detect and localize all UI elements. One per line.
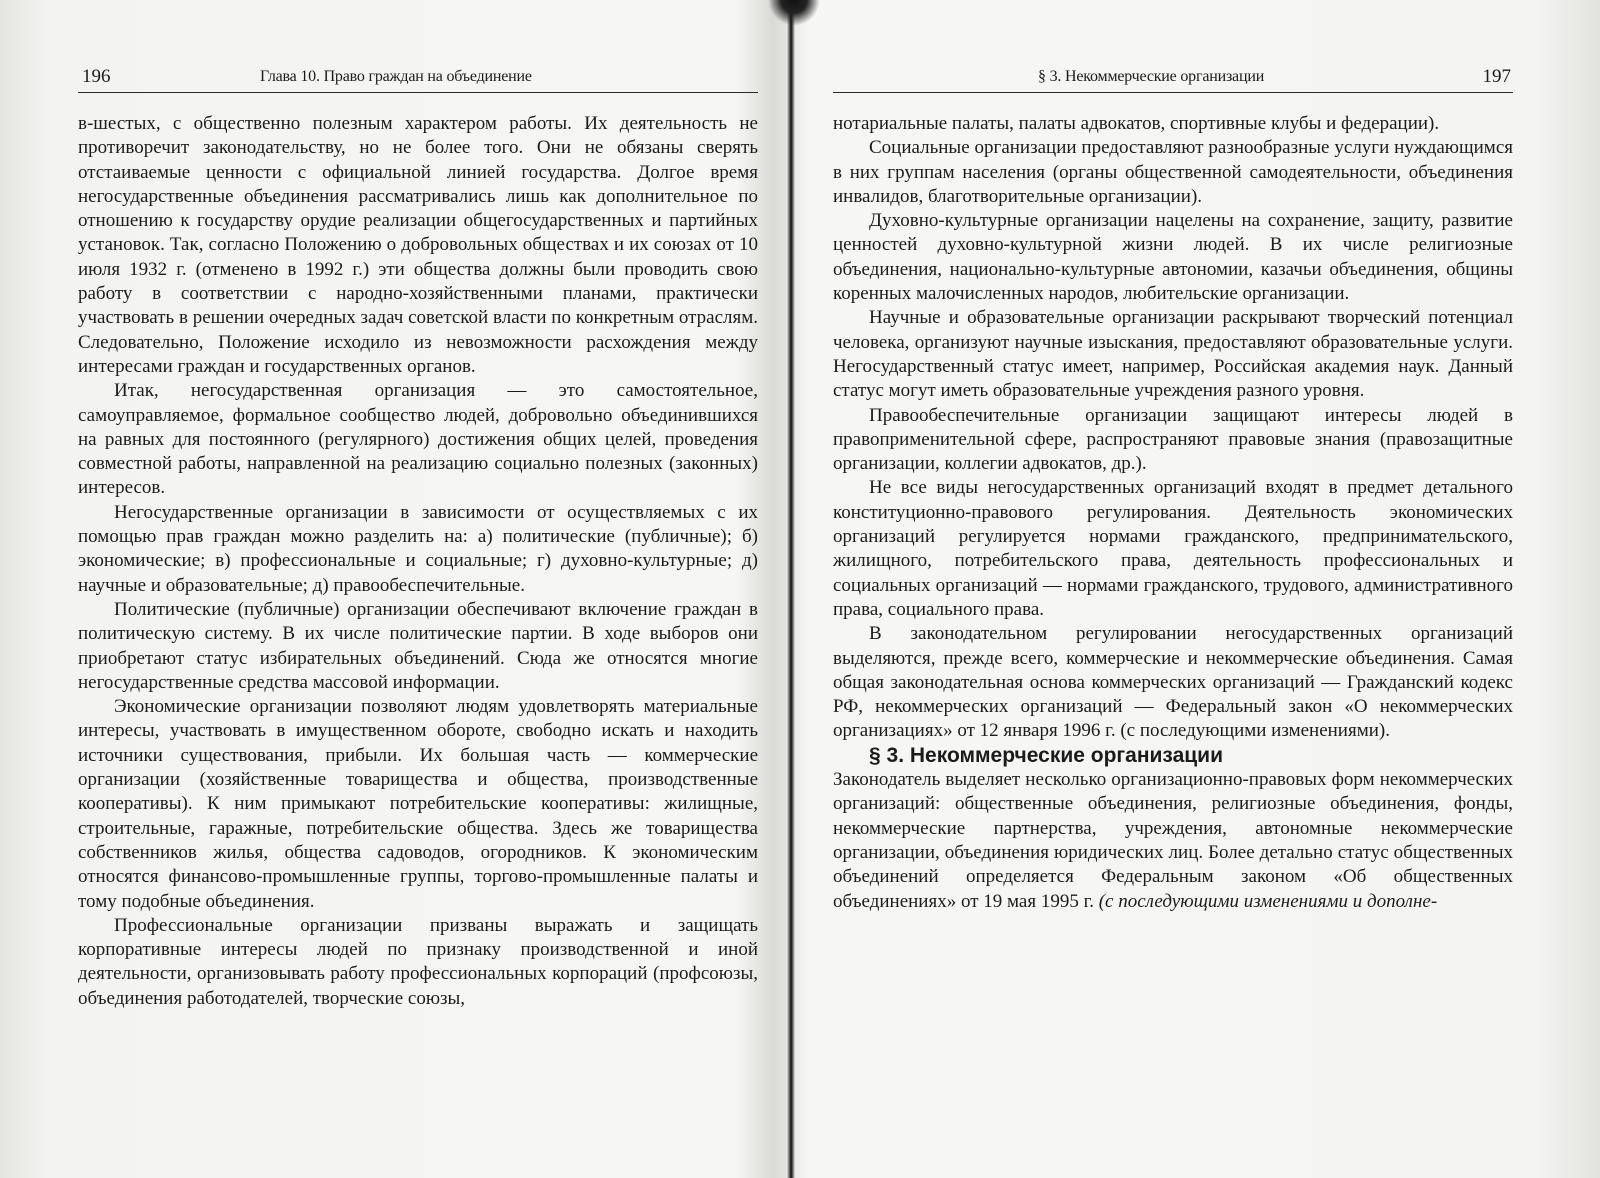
paragraph: Политические (публичные) организации обеспечивают включение граждан в политическую систему. В их числе политические партии. В ходе выборов они приобретают статус избирательных объединений. Сюда же относятся многие негосударственные средства массовой информации.: [78, 598, 758, 693]
left-page: [78, 0, 758, 1178]
section-heading: § 3. Некоммерческие организации: [869, 743, 1223, 767]
running-header: [833, 62, 1513, 92]
paragraph-text: Законодатель выделяет несколько организационно-правовых форм некоммерческих организаций: общественные объединения, религиозные объединения, фонды, некоммерческие партнерства, учреждения, автономные некоммерческие организации, объединения юридических лиц. Более детально статус общественных объединений определяется Федеральным законом «Об общественных объединениях» от 19 мая 1995 г.: [833, 769, 1513, 912]
paragraph: Итак, негосударственная организация — это самостоятельное, самоуправляемое, формальное сообщество людей, добровольно объединившихся на равных для постоянного (регулярного) достижения общих целей, проведения совместной работы, направленной на реализацию социально полезных (законных) интересов.: [78, 380, 758, 499]
page-body: [833, 112, 1513, 914]
paragraph: Социальные организации предоставляют разнообразные услуги нуждающимся в них группам населения (органы общественной самодеятельности, объединения инвалидов, благотворительные организации).: [833, 137, 1513, 207]
header-rule: [78, 92, 758, 93]
paragraph: нотариальные палаты, палаты адвокатов, спортивные клубы и федерации).: [833, 113, 1440, 134]
paragraph: Профессиональные организации призваны выражать и защищать корпоративные интересы людей по признаку производственной и иной деятельности, организовывать работу профессиональных корпораций (профсоюзы, объединения работодателей, творческие союзы,: [78, 914, 758, 1009]
page-number: 196: [82, 66, 111, 87]
binding-shadow: [768, 0, 820, 26]
paragraph: Не все виды негосударственных организаций входят в предмет детального конституционно-правового регулирования. Деятельность экономических организаций регулируется нормами гражданского, предпринимательского, жилищного, потребительского права, деятельность профессиональных и социальных организаций — нормами гражданского, трудового, административного права, социального права.: [833, 477, 1513, 620]
paragraph: Научные и образовательные организации раскрывают творческий потенциал человека, организуют научные изыскания, предоставляют образовательные услуги. Негосударственный статус имеет, например, Российская академия наук. Данный статус могут иметь образовательные учреждения разного уровня.: [833, 307, 1513, 402]
paragraph: Негосударственные организации в зависимости от осуществляемых с их помощью прав граждан можно разделить на: а) политические (публичные); б) экономические; в) профессиональные и социальные; г) духовно-культурные; д) научные и образовательные; д) правообеспечительные.: [78, 501, 758, 596]
page-body: [78, 112, 758, 1011]
running-title: § 3. Некоммерческие организации: [1038, 68, 1265, 85]
running-title: Глава 10. Право граждан на объединение: [260, 68, 532, 85]
paragraph: Экономические организации позволяют людям удовлетворять материальные интересы, участвовать в имущественном обороте, свободно искать и находить источники существования, прибыли. Их большая часть — коммерческие организации (хозяйственные товарищества и общества, производственные кооперативы). К ним примыкают потребительские кооперативы: жилищные, строительные, гаражные, потребительские общества. Здесь же товарищества собственников жилья, общества садоводов, огородников. К экономическим относятся финансово-промышленные группы, торгово-промышленные палаты и тому подобные объединения.: [78, 696, 758, 912]
paragraph: Духовно-культурные организации нацелены на сохранение, защиту, развитие ценностей духовно-культурной жизни людей. В их числе религиозные объединения, национально-культурные автономии, казачьи объединения, общины коренных малочисленных народов, любительские организации.: [833, 210, 1513, 305]
paragraph: В законодательном регулировании негосударственных организаций выделяются, прежде всего, коммерческие и некоммерческие объединения. Самая общая законодательная основа коммерческих организаций — Гражданский кодекс РФ, некоммерческих организаций — Федеральный закон «О некоммерческих организациях» от 12 января 1996 г. (с последующими изменениями).: [833, 623, 1513, 742]
paragraph: [833, 768, 1513, 914]
book-gutter: [787, 0, 795, 1178]
header-rule: [833, 92, 1513, 93]
right-page: [833, 0, 1513, 1178]
paragraph-italic-text: (с последующими изменениями и дополне-: [1093, 890, 1438, 912]
paragraph: Правообеспечительные организации защищают интересы людей в правоприменительной сфере, распространяют правовые знания (правозащитные организации, коллегии адвокатов, др.).: [833, 404, 1513, 475]
paragraph: в-шестых, с общественно полезным характером работы. Их деятельность не противоречит законодательству, но не более того. Они не обязаны сверять отстаиваемые ценности с официальной линией государства. Долгое время негосударственные объединения рассматривались лишь как дополнительное по отношению к государству орудие реализации общегосударственных и партийных установок. Так, согласно Положению о добровольных обществах и их союзах от 10 июля 1932 г. (отменено в 1992 г.) эти общества должны были проводить свою работу в соответствии с народно-хозяйственными планами, практически участвовать в решении очередных задач советской власти по конкретным отраслям. Следовательно, Положение исходило из невозможности расхождения между интересами граждан и государственных органов.: [78, 113, 758, 377]
page-number: 197: [1482, 66, 1511, 87]
running-header: [78, 62, 758, 92]
